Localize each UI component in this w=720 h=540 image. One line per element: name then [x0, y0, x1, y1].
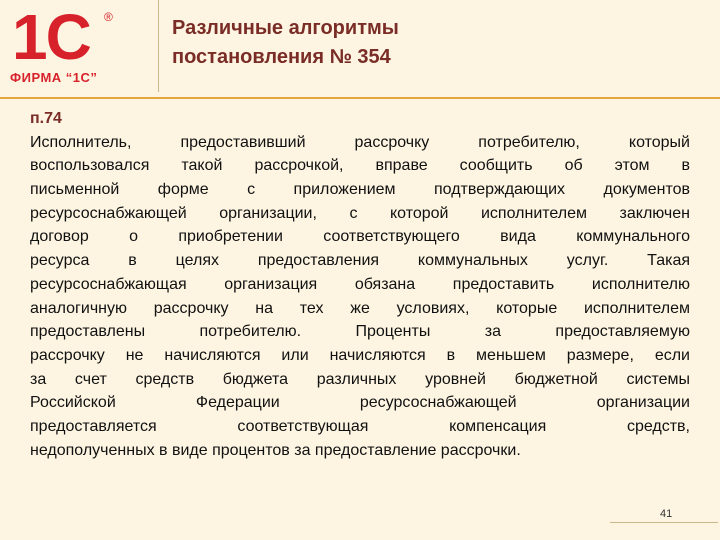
paragraph-line: ресурсоснабжающей организации, с которой исполнителем заключен	[30, 204, 690, 222]
slide-header	[0, 0, 720, 98]
header-underline	[0, 97, 720, 99]
logo-firm-name: ФИРМА “1С”	[10, 70, 98, 85]
paragraph-line: договор о приобретении соответствующего вида коммунального	[30, 228, 690, 246]
paragraph-line: воспользовался такой рассрочкой, вправе сообщить об этом в	[30, 157, 690, 175]
registered-mark: ®	[104, 10, 113, 24]
paragraph-line: Российской Федерации ресурсоснабжающей организации	[30, 394, 690, 412]
paragraph-line: недополученных в виде процентов за предоставление рассрочки.	[30, 441, 521, 459]
paragraph-line: за счет средств бюджета различных уровней бюджетной системы	[30, 370, 690, 388]
paragraph-line: предоставлены потребителю. Проценты за предоставляемую	[30, 323, 690, 341]
slide-title	[172, 14, 692, 72]
footer-divider	[610, 522, 718, 523]
header-divider	[158, 0, 159, 92]
slide-title-line: Различные алгоритмы	[172, 17, 399, 39]
logo-mark: 1С	[12, 1, 90, 73]
page-number: 41	[660, 508, 673, 520]
paragraph-line: предоставляется соответствующая компенсация средств,	[30, 417, 690, 435]
clause-number: п.74	[30, 110, 62, 127]
slide-title-line: постановления № 354	[172, 46, 391, 68]
paragraph-line: письменной форме с приложением подтверждающих документов	[30, 181, 690, 199]
paragraph-line: Исполнитель, предоставивший рассрочку потребителю, который	[30, 133, 690, 151]
paragraph-line: ресурсоснабжающая организация обязана предоставить исполнителю	[30, 275, 690, 293]
slide-content	[30, 107, 690, 462]
paragraph-line: ресурса в целях предоставления коммунальных услуг. Такая	[30, 252, 690, 270]
company-logo	[8, 1, 133, 90]
paragraph-line: рассрочку не начисляются или начисляются в меньшем размере, если	[30, 346, 690, 364]
paragraph-line: аналогичную рассрочку на тех же условиях, которые исполнителем	[30, 299, 690, 317]
